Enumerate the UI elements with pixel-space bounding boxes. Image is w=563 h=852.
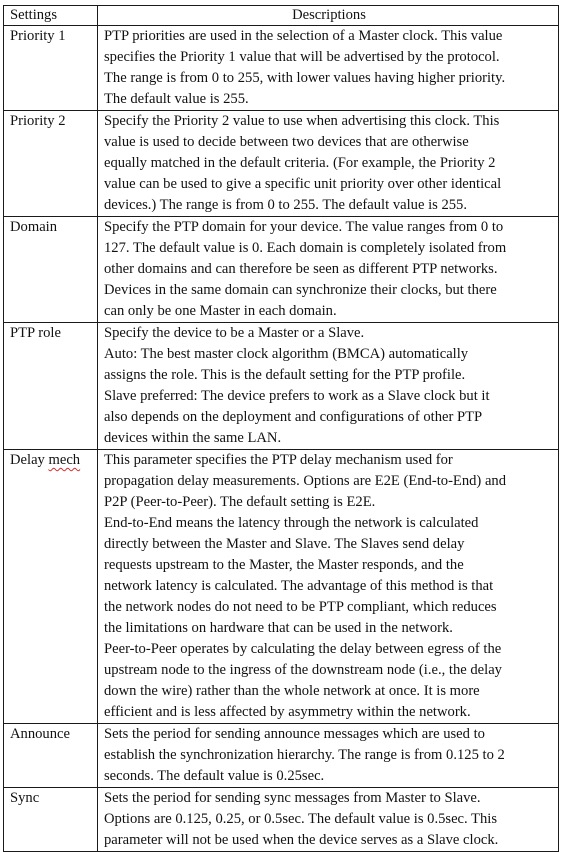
- table-row-domain: [4, 217, 559, 323]
- description-line: specifies the Priority 1 value that will be advertised by the protocol.: [104, 49, 500, 65]
- table-row-announce: [4, 724, 559, 788]
- setting-name-text: Delay: [10, 452, 49, 468]
- description-line: Devices in the same domain can synchronize their clocks, but there: [104, 282, 497, 298]
- description-line: value can be used to give a specific unit priority over other identical: [104, 176, 502, 192]
- setting-description: [98, 788, 559, 852]
- setting-name: [4, 450, 98, 724]
- header-settings: Settings: [4, 6, 98, 26]
- description-line: devices within the same LAN.: [104, 430, 282, 446]
- description-line: requests upstream to the Master, the Master responds, and the: [104, 557, 464, 573]
- description-line: End-to-End means the latency through the network is calculated: [104, 515, 479, 531]
- description-line: Sets the period for sending sync messages from Master to Slave.: [104, 790, 481, 806]
- description-line: value is used to decide between two devices that are otherwise: [104, 134, 469, 150]
- description-line: Peer-to-Peer operates by calculating the delay between egress of the: [104, 641, 502, 657]
- description-line: the network nodes do not need to be PTP compliant, which reduces: [104, 599, 497, 615]
- description-line: Specify the device to be a Master or a Slave.: [104, 325, 365, 341]
- setting-name: Sync: [4, 788, 98, 852]
- table-row-ptp-role: [4, 323, 559, 450]
- description-line: P2P (Peer-to-Peer). The default setting is E2E.: [104, 494, 376, 510]
- description-line: establish the synchronization hierarchy. The range is from 0.125 to 2: [104, 747, 505, 763]
- setting-description: [98, 26, 559, 111]
- setting-name: Priority 1: [4, 26, 98, 111]
- table-row-delay-mech: [4, 450, 559, 724]
- setting-name: Domain: [4, 217, 98, 323]
- description-line: Specify the Priority 2 value to use when advertising this clock. This: [104, 113, 500, 129]
- description-line: propagation delay measurements. Options are E2E (End-to-End) and: [104, 473, 507, 489]
- setting-name: PTP role: [4, 323, 98, 450]
- setting-description: [98, 111, 559, 217]
- description-line: network latency is calculated. The advantage of this method is that: [104, 578, 494, 594]
- description-line: The range is from 0 to 255, with lower values having higher priority.: [104, 70, 506, 86]
- description-line: This parameter specifies the PTP delay mechanism used for: [104, 452, 453, 468]
- description-line: The default value is 255.: [104, 91, 249, 107]
- header-descriptions: Descriptions: [98, 6, 559, 26]
- description-line: PTP priorities are used in the selection of a Master clock. This value: [104, 28, 503, 44]
- description-line: Specify the PTP domain for your device. The value ranges from 0 to: [104, 219, 504, 235]
- setting-description: [98, 217, 559, 323]
- description-line: parameter will not be used when the device serves as a Slave clock.: [104, 832, 499, 848]
- table-row-priority-2: [4, 111, 559, 217]
- spellcheck-marked-word: mech: [48, 452, 81, 468]
- setting-description: [98, 323, 559, 450]
- table-row-priority-1: [4, 26, 559, 111]
- description-line: other domains and can therefore be seen as different PTP networks.: [104, 261, 498, 277]
- description-line: assigns the role. This is the default setting for the PTP profile.: [104, 367, 466, 383]
- description-line: seconds. The default value is 0.25sec.: [104, 768, 325, 784]
- description-line: Sets the period for sending announce messages which are used to: [104, 726, 485, 742]
- setting-description: [98, 724, 559, 788]
- description-line: Auto: The best master clock algorithm (BMCA) automatically: [104, 346, 469, 362]
- description-line: 127. The default value is 0. Each domain is completely isolated from: [104, 240, 507, 256]
- table-header-row: [4, 6, 559, 26]
- description-line: upstream node to the ingress of the downstream node (i.e., the delay: [104, 662, 502, 678]
- description-line: down the wire) rather than the whole network at once. It is more: [104, 683, 480, 699]
- setting-name: Announce: [4, 724, 98, 788]
- table-row-sync: [4, 788, 559, 852]
- description-line: the limitations on hardware that can be used in the network.: [104, 620, 453, 636]
- description-line: efficient and is less affected by asymmetry within the network.: [104, 704, 471, 720]
- description-line: devices.) The range is from 0 to 255. The default value is 255.: [104, 197, 467, 213]
- description-line: directly between the Master and Slave. The Slaves send delay: [104, 536, 465, 552]
- description-line: Options are 0.125, 0.25, or 0.5sec. The default value is 0.5sec. This: [104, 811, 498, 827]
- description-line: can only be one Master in each domain.: [104, 303, 337, 319]
- settings-table: [3, 5, 559, 852]
- description-line: also depends on the deployment and configurations of other PTP: [104, 409, 483, 425]
- description-line: equally matched in the default criteria. (For example, the Priority 2: [104, 155, 496, 171]
- description-line: Slave preferred: The device prefers to work as a Slave clock but it: [104, 388, 490, 404]
- setting-description: [98, 450, 559, 724]
- setting-name: Priority 2: [4, 111, 98, 217]
